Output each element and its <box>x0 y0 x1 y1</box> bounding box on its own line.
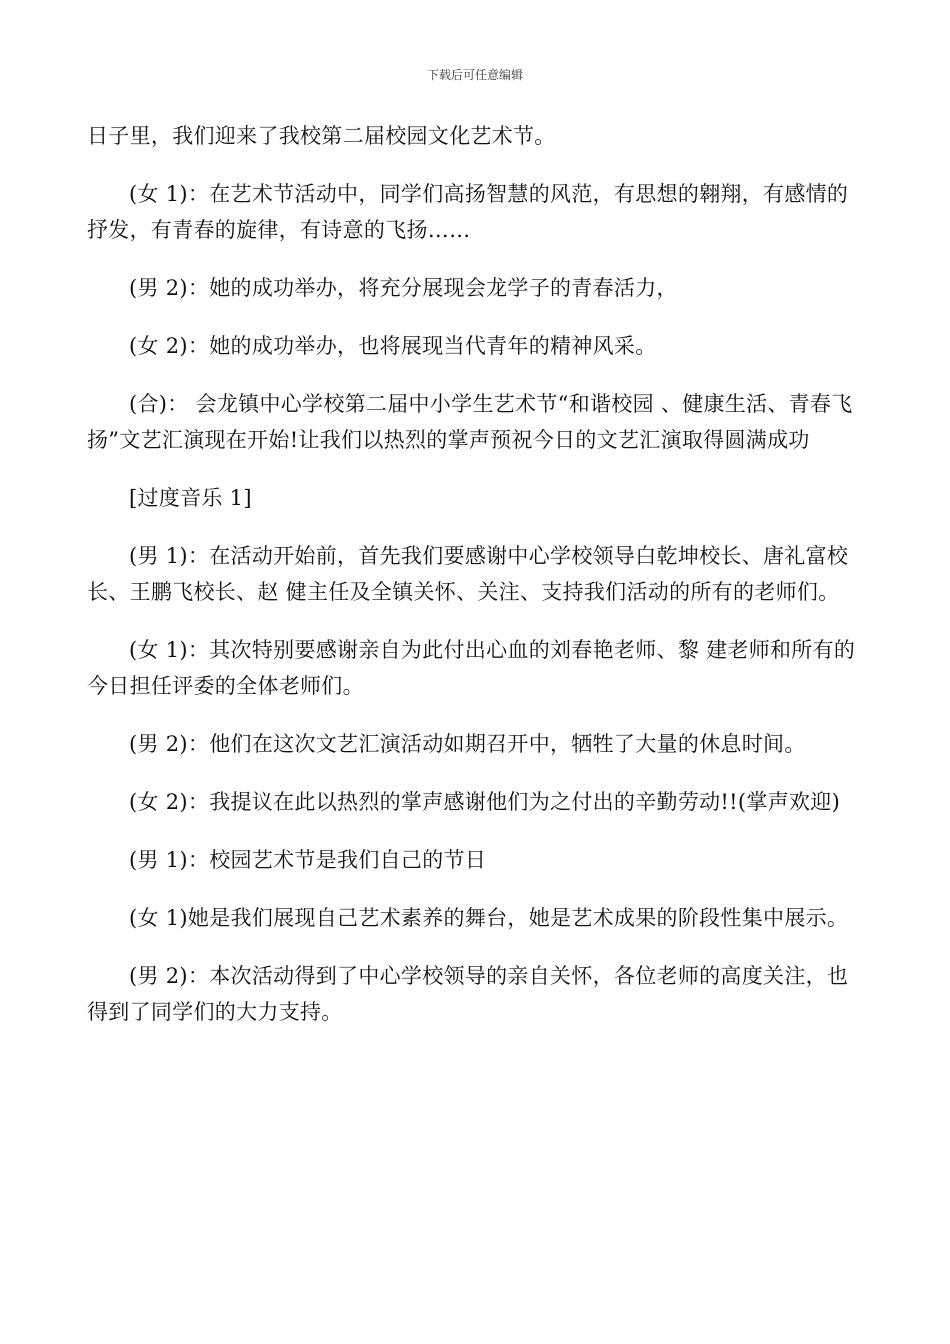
paragraph: (女 1)：其次特别要感谢亲自为此付出心血的刘春艳老师、黎 建老师和所有的今日担任评委的全体老师们。 <box>87 638 856 698</box>
paragraph: [过度音乐 1] <box>129 486 252 510</box>
paragraph: (男 1)：校园艺术节是我们自己的节日 <box>129 848 487 872</box>
paragraph: (女 1)她是我们展现自己艺术素养的舞台，她是艺术成果的阶段性集中展示。 <box>129 906 849 930</box>
paragraph: (男 2)：本次活动得到了中心学校领导的亲自关怀，各位老师的高度关注，也得到了同学们的大力支持。 <box>87 964 849 1024</box>
paragraph: 日子里，我们迎来了我校第二届校园文化艺术节。 <box>87 124 556 148</box>
paragraph: (男 2)：他们在这次文艺汇演活动如期召开中，牺牲了大量的休息时间。 <box>129 732 806 756</box>
paragraph: (女 1)：在艺术节活动中，同学们高扬智慧的风范，有思想的翱翔，有感情的抒发，有青春的旋律，有诗意的飞扬…… <box>87 182 849 242</box>
paragraph: (女 2)：她的成功举办，也将展现当代青年的精神风采。 <box>129 334 657 358</box>
document-body <box>87 118 859 1052</box>
paragraph: (女 2)：我提议在此以热烈的掌声感谢他们为之付出的辛勤劳动!!(掌声欢迎) <box>129 790 841 814</box>
paragraph: (合)： 会龙镇中心学校第二届中小学生艺术节“和谐校园 、健康生活、青春飞扬”文艺汇演现在开始!让我们以热烈的掌声预祝今日的文艺汇演取得圆满成功 <box>87 392 853 452</box>
paragraph: (男 1)：在活动开始前，首先我们要感谢中心学校领导白乾坤校长、唐礼富校长、王鹏飞校长、赵 健主任及全镇关怀、关注、支持我们活动的所有的老师们。 <box>87 544 849 604</box>
page-header: 下载后可任意编辑 <box>426 68 523 82</box>
paragraph: (男 2)：她的成功举办，将充分展现会龙学子的青春活力， <box>129 276 678 300</box>
